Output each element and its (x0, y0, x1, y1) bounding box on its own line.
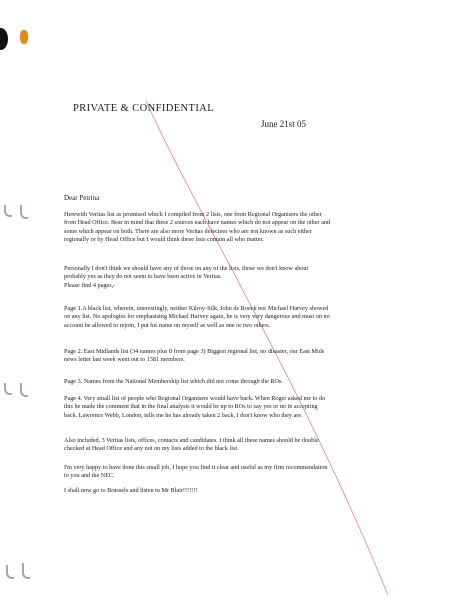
letter-paragraph (64, 437, 396, 454)
paragraph-line: Page 2. East Midlands list (34 names plus 8 from page 3) Biggest regional list, no disaster, our East Mids (64, 348, 325, 355)
paragraph-line: Please find 4 pages,- (64, 281, 116, 289)
paragraph-line: account be allowed to rejoin, I put his name on myself as well as one or two others. (64, 321, 271, 329)
letter-header-title: PRIVATE & CONFIDENTIAL (73, 103, 215, 114)
letter-paragraph (64, 265, 396, 290)
binder-accent-mark (20, 30, 28, 44)
paragraph-line: I shall now go to Brussels and listen to Mr Blair!!!!!!! (64, 487, 198, 494)
paragraph-line: some which appear on both. There are also more Veritas defectees who are not known as such either (64, 227, 312, 235)
letter-paragraph (64, 464, 396, 481)
paragraph-line: Herewith Veritas list as promised which I compiled from 2 lists, one from Regional Organisers the other (64, 211, 322, 218)
letter-paragraph (64, 378, 396, 386)
letter-paragraph (64, 211, 396, 244)
paragraph-line: from Head Office. Bear in mind that these 2 sources each have names which do not appear on the other and (64, 219, 331, 227)
paragraph-line: Also included, 3 Veritas lists, offices, contacts and candidates. I think all these names should be double (64, 437, 319, 444)
paragraph-line: Page 3. Names from the National Membership list which did not come through the ROs. (64, 378, 283, 385)
letter-paragraph (64, 348, 396, 365)
paragraph-line: this he made the comment that in the final analysis it would be up to ROs to say yes or no in accepting (64, 403, 318, 411)
letter-salutation: Dear Petrina (64, 194, 100, 202)
binder-clip-mark (4, 205, 12, 217)
paragraph-line: checked at Head Office and any not on my lists added to the black list. (64, 445, 239, 453)
paragraph-line: to you and the NEC. (64, 472, 115, 480)
letter-paragraph (64, 305, 396, 330)
paragraph-line: on any list. No apologies for emphasising Michael Harvey again, he is very very dangerous and must on no (64, 313, 330, 321)
paragraph-line: regionally or by Head Office but I would think these lists contain all who matter. (64, 235, 264, 243)
paragraph-line: Personally I don't think we should have any of those on any of the lists, those we don't know about (64, 265, 309, 272)
binder-clip-mark (4, 383, 12, 395)
paragraph-line: news letter last week went out to 1381 members. (64, 356, 185, 364)
letter-date: June 21st 05 (261, 119, 306, 129)
binder-clip-mark (6, 565, 14, 579)
paragraph-line: I'm very happy to have done this small job, I hope you find it clear and useful as my firm recommendation (64, 464, 328, 471)
binder-clip-mark (22, 563, 30, 579)
paragraph-line: Page 1.A black list, wherein, interestingly, neither Kilroy-Silk, John de Roeck nor Michael Harvey showed (64, 305, 329, 312)
binder-clip-mark (20, 205, 28, 219)
letter-paragraph (64, 395, 396, 420)
paragraph-line: Page 4. Very small list of people who Regional Organisers would have back. When Roger asked me to do (64, 395, 326, 402)
binder-hole (0, 28, 8, 50)
paragraph-line: back. Lawrence Webb, London, tells me he has already taken 2 back, I don't know who they are. (64, 411, 303, 419)
letter-paragraph (64, 487, 396, 495)
paragraph-line: probably yes as they do not seem to have been active in Veritas. (64, 273, 222, 281)
binder-clip-mark (20, 383, 28, 397)
